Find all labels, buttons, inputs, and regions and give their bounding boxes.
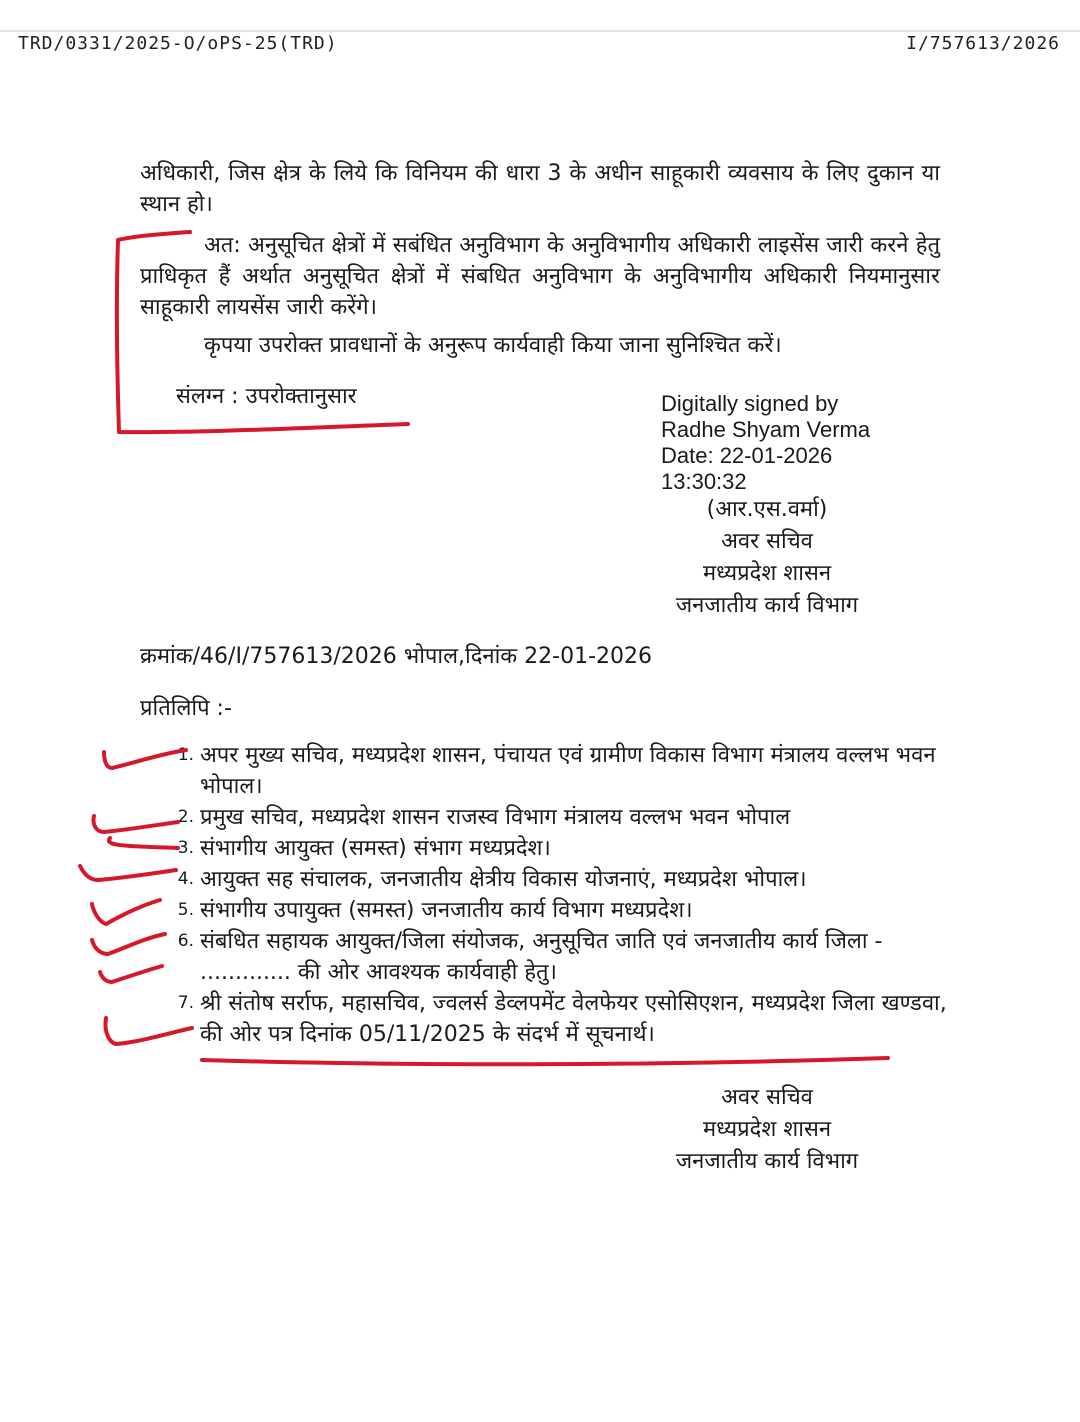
top-border <box>0 30 1080 32</box>
list-item: 2. प्रमुख सचिव, मध्यप्रदेश शासन राजस्व विभाग मंत्रालय वल्लभ भवन भोपाल <box>177 805 791 830</box>
list-item: 1. अपर मुख्य सचिव, मध्यप्रदेश शासन, पंचायत एवं ग्रामीण विकास विभाग मंत्रालय वल्लभ भवन भोपाल। <box>177 743 936 799</box>
list-item: 5. संभागीय उपायुक्त (समस्त) जनजातीय कार्य विभाग मध्यप्रदेश। <box>177 898 693 923</box>
copy-heading: प्रतिलिपि :- <box>140 696 232 721</box>
list-item: 3. संभागीय आयुक्त (समस्त) संभाग मध्यप्रदेश। <box>177 836 551 861</box>
licence-paragraph: अत: अनुसूचित क्षेत्रों में सबंधित अनुविभाग के अनुविभागीय अधिकारी लाइसेंस जारी करने हेतु प्राधिकृत हैं अर्थात अनुसूचित क्षेत्रों में संबधित अनुविभाग के अनुविभागीय अधिकारी नियमानुसार साहूकारी लायसेंस जारी करेंगे। <box>140 233 940 320</box>
signatory-government: मध्यप्रदेश शासन <box>702 561 832 586</box>
signatory-block <box>637 494 897 622</box>
copy-list <box>160 740 950 1050</box>
tick-mark <box>100 966 162 982</box>
file-reference: TRD/0331/2025-O/oPS-25(TRD) <box>18 33 338 54</box>
enclosure-line: संलग्न : उपरोक्तानुसार <box>176 384 357 409</box>
tick-mark <box>92 900 160 924</box>
closing-government: मध्यप्रदेश शासन <box>702 1117 832 1142</box>
closing-signatory-block <box>637 1082 897 1178</box>
closing-designation: अवर सचिव <box>721 1085 813 1110</box>
digital-signature: Digitally signed by Radhe Shyam Verma Date: 22-01-2026 13:30:32 <box>661 391 871 494</box>
underline-mark <box>202 1058 888 1064</box>
tick-mark <box>92 934 165 954</box>
closing-department: जनजातीय कार्य विभाग <box>675 1149 859 1174</box>
request-paragraph: कृपया उपरोक्त प्रावधानों के अनुरूप कार्यवाही किया जाना सुनिश्चित करें। <box>204 333 782 358</box>
letter-reference: I/757613/2026 <box>906 33 1060 54</box>
signatory-department: जनजातीय कार्य विभाग <box>675 593 859 618</box>
intro-paragraph: अधिकारी, जिस क्षेत्र के लिये कि विनियम की धारा 3 के अधीन साहूकारी व्यवसाय के लिए दुकान या स्थान हो। <box>140 161 940 217</box>
list-item: 4. आयुक्त सह संचालक, जनजातीय क्षेत्रीय विकास योजनाएं, मध्यप्रदेश भोपाल। <box>177 867 807 892</box>
reference-line: क्रमांक/46/I/757613/2026 भोपाल,दिनांक 22-01-2026 <box>140 644 653 669</box>
list-item: 7. श्री संतोष सर्राफ, महासचिव, ज्वलर्स डेव्लपमेंट वेलफेयर एसोसिएशन, मध्यप्रदेश जिला खण्डवा, की ओर पत्र दिनांक 05/11/2025 के संदर्भ में सूचनार्थ। <box>177 991 947 1047</box>
signatory-designation: अवर सचिव <box>721 529 813 554</box>
list-item: 6. संबधित सहायक आयुक्त/जिला संयोजक, अनुसूचित जाति एवं जनजातीय कार्य जिला - ............. की ओर आवश्यक कार्यवाही हेतु। <box>177 929 883 985</box>
signatory-name: (आर.एस.वर्मा) <box>706 497 828 522</box>
